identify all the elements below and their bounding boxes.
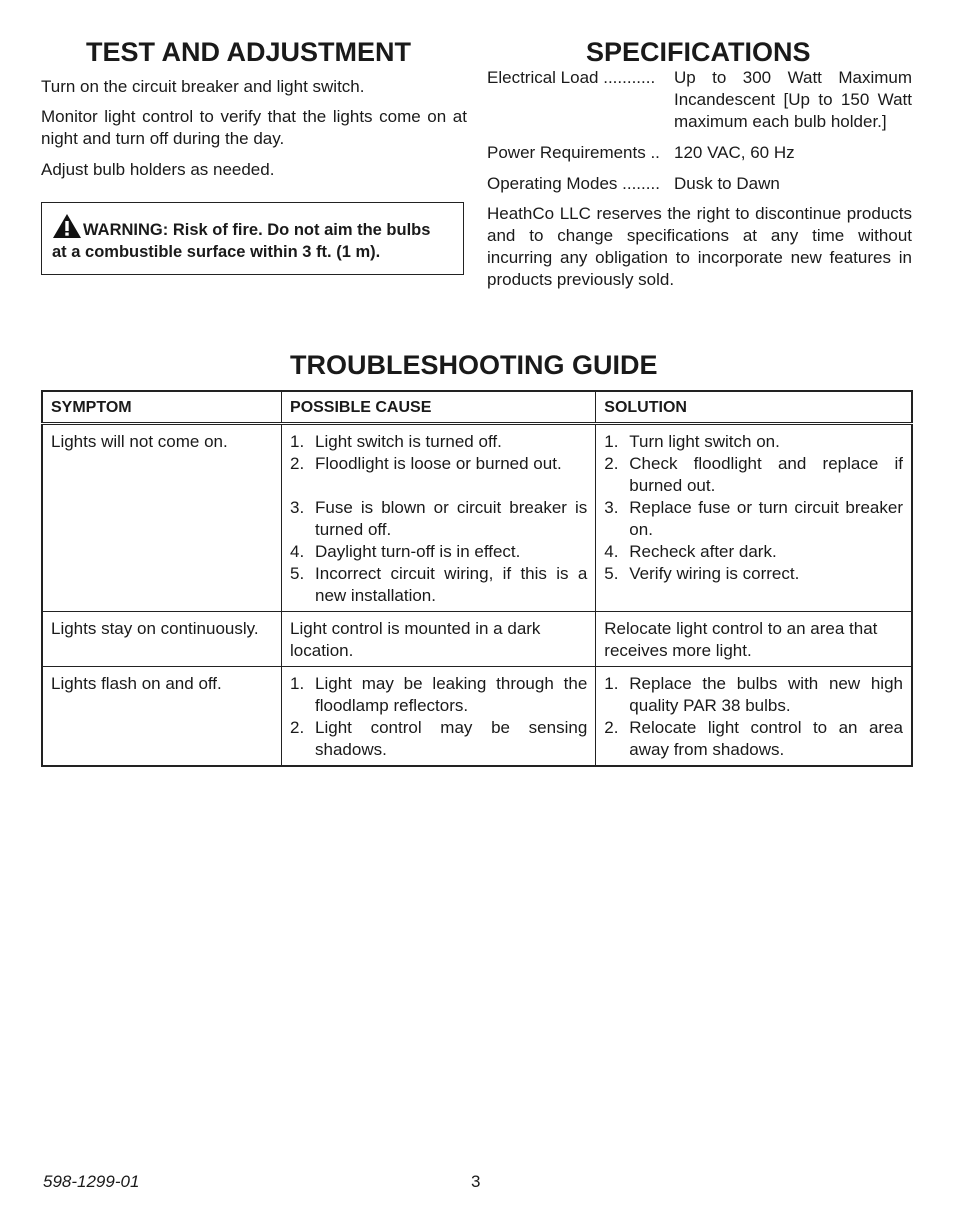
troubleshooting-table	[41, 390, 913, 767]
list-item: 1. Turn light switch on.	[604, 432, 780, 451]
list-item: 4. Daylight turn-off is in effect.	[290, 542, 521, 561]
list-item: 2. Floodlight is loose or burned out.	[290, 454, 562, 473]
troubleshooting-title: TROUBLESHOOTING GUIDE	[290, 350, 658, 380]
list-item: 1. Light may be leaking through the floodlamp reflectors.	[290, 674, 588, 715]
table-row	[42, 424, 912, 612]
spec-label: Operating Modes ........	[487, 174, 660, 193]
symptom-cell: Lights stay on continuously.	[42, 612, 282, 667]
spec-label: Power Requirements ..	[487, 143, 660, 162]
header-possible-cause: POSSIBLE CAUSE	[282, 391, 596, 424]
test-paragraph-2: Monitor light control to verify that the lights come on at night and turn off during the day.	[41, 107, 467, 148]
warning-triangle-icon	[52, 221, 83, 239]
spec-value: Dusk to Dawn	[674, 174, 780, 193]
spec-label: Electrical Load ...........	[487, 68, 656, 87]
list-item: 3. Fuse is blown or circuit breaker is turned off.	[290, 498, 588, 539]
list-item: 4. Recheck after dark.	[604, 542, 777, 561]
cause-cell	[282, 424, 596, 612]
list-item: 5. Verify wiring is correct.	[604, 564, 800, 583]
specifications-notice: HeathCo LLC reserves the right to discontinue products and to change specifications at any time without incurring any obligation to incorporate new features in products previously sold.	[487, 204, 912, 289]
spec-value: 120 VAC, 60 Hz	[674, 143, 795, 162]
warning-line-1: WARNING: Risk of fire. Do not aim the bulbs	[83, 221, 431, 239]
solution-cell	[596, 667, 912, 767]
table-row	[42, 667, 912, 767]
symptom-cell: Lights flash on and off.	[42, 667, 282, 767]
solution-cell	[596, 424, 912, 612]
list-item: 5. Incorrect circuit wiring, if this is a new installation.	[290, 564, 588, 605]
header-solution: SOLUTION	[596, 391, 912, 424]
test-paragraph-3: Adjust bulb holders as needed.	[41, 160, 275, 179]
list-item: 1. Light switch is turned off.	[290, 432, 502, 451]
symptom-cell: Lights will not come on.	[42, 424, 282, 612]
test-adjustment-title: TEST AND ADJUSTMENT	[86, 37, 412, 67]
list-item: 3. Replace fuse or turn circuit breaker on.	[604, 498, 903, 539]
table-row	[42, 612, 912, 667]
warning-line-2: at a combustible surface within 3 ft. (1 m).	[52, 243, 381, 261]
spec-value: Up to 300 Watt Maximum Incandescent [Up to 150 Watt maximum each bulb holder.]	[674, 68, 912, 131]
solution-cell: Relocate light control to an area that receives more light.	[596, 612, 912, 667]
test-paragraph-1: Turn on the circuit breaker and light switch.	[41, 77, 365, 96]
warning-box	[41, 202, 464, 275]
list-item: 2. Relocate light control to an area away from shadows.	[604, 718, 903, 759]
list-item: 2. Check floodlight and replace if burned out.	[604, 454, 903, 495]
header-symptom: SYMPTOM	[42, 391, 282, 424]
page-number: 3	[471, 1172, 481, 1191]
list-item: 1. Replace the bulbs with new high quality PAR 38 bulbs.	[604, 674, 903, 715]
cause-cell: Light control is mounted in a dark location.	[282, 612, 596, 667]
table-header-row	[42, 391, 912, 424]
list-item: 2. Light control may be sensing shadows.	[290, 718, 588, 759]
document-number: 598-1299-01	[43, 1172, 140, 1191]
specifications-title: SPECIFICATIONS	[586, 37, 811, 67]
cause-cell	[282, 667, 596, 767]
